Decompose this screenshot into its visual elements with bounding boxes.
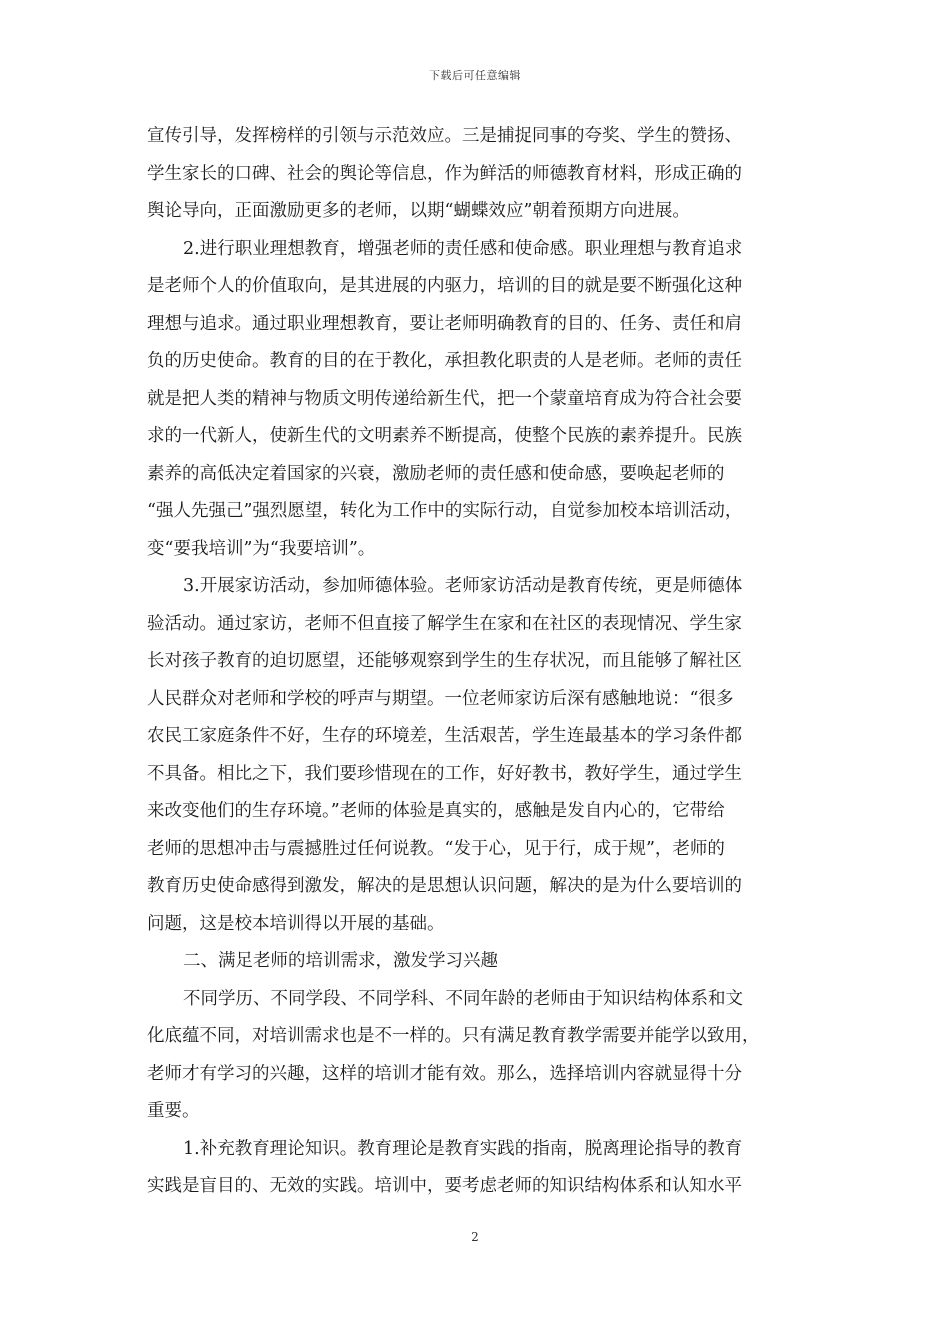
text-line: 学生家长的口碑、社会的舆论等信息，作为鲜活的师德教育材料，形成正确的 — [147, 163, 742, 184]
text-line: 就是把人类的精神与物质文明传递给新生代，把一个蒙童培育成为符合社会要 — [147, 388, 742, 409]
text-line: 长对孩子教育的迫切愿望，还能够观察到学生的生存状况，而且能够了解社区 — [147, 651, 742, 671]
text-line: 舆论导向，正面激励更多的老师，以期“蝴蝶效应”朝着预期方向进展。 — [147, 201, 690, 221]
text-line: 负的历史使命。教育的目的在于教化，承担教化职责的人是老师。老师的责任 — [147, 351, 742, 371]
text-line: “强人先强己”强烈愿望，转化为工作中的实际行动，自觉参加校本培训活动， — [147, 501, 743, 521]
text-line: 人民群众对老师和学校的呼声与期望。一位老师家访后深有感触地说：“很多 — [147, 688, 734, 709]
document-body — [147, 118, 807, 1206]
page-number: 2 — [471, 1230, 479, 1244]
text-line: 老师的思想冲击与震撼胜过任何说教。“发于心，见于行，成于规”，老师的 — [147, 838, 725, 859]
text-line: 不具备。相比之下，我们要珍惜现在的工作，好好教书，教好学生，通过学生 — [147, 763, 742, 784]
text-line: 农民工家庭条件不好，生存的环境差，生活艰苦，学生连最基本的学习条件都 — [147, 726, 742, 746]
page-header: 下载后可任意编辑 — [429, 69, 521, 82]
text-line: 2.进行职业理想教育，增强老师的责任感和使命感。职业理想与教育追求 — [183, 238, 743, 259]
text-line: 实践是盲目的、无效的实践。培训中，要考虑老师的知识结构体系和认知水平 — [147, 1176, 742, 1196]
text-line: 素养的高低决定着国家的兴衰，激励老师的责任感和使命感，要唤起老师的 — [147, 463, 725, 484]
text-line: 问题，这是校本培训得以开展的基础。 — [147, 913, 445, 934]
text-line: 理想与追求。通过职业理想教育，要让老师明确教育的目的、任务、责任和肩 — [147, 313, 742, 334]
text-line: 不同学历、不同学段、不同学科、不同年龄的老师由于知识结构体系和文 — [183, 988, 743, 1009]
text-line: 求的一代新人，使新生代的文明素养不断提高，使整个民族的素养提升。民族 — [147, 426, 742, 446]
text-line: 化底蕴不同，对培训需求也是不一样的。只有满足教育教学需要并能学以致用， — [147, 1026, 760, 1046]
text-line: 宣传引导，发挥榜样的引领与示范效应。三是捕捉同事的夸奖、学生的赞扬、 — [147, 126, 742, 146]
text-line: 老师才有学习的兴趣，这样的培训才能有效。那么，选择培训内容就显得十分 — [147, 1063, 742, 1084]
text-line: 验活动。通过家访，老师不但直接了解学生在家和在社区的表现情况、学生家 — [147, 613, 742, 634]
text-line: 是老师个人的价值取向，是其进展的内驱力，培训的目的就是要不断强化这种 — [147, 276, 742, 296]
text-line: 来改变他们的生存环境。”老师的体验是真实的，感触是发自内心的，它带给 — [147, 801, 725, 821]
text-line: 重要。 — [147, 1101, 200, 1121]
text-line: 3.开展家访活动，参加师德体验。老师家访活动是教育传统，更是师德体 — [183, 576, 743, 596]
text-line: 1.补充教育理论知识。教育理论是教育实践的指南，脱离理论指导的教育 — [183, 1138, 743, 1159]
text-line: 变“要我培训”为“我要培训”。 — [147, 538, 376, 559]
text-line: 教育历史使命感得到激发，解决的是思想认识问题，解决的是为什么要培训的 — [147, 876, 742, 896]
text-line: 二、满足老师的培训需求，激发学习兴趣 — [183, 951, 498, 971]
